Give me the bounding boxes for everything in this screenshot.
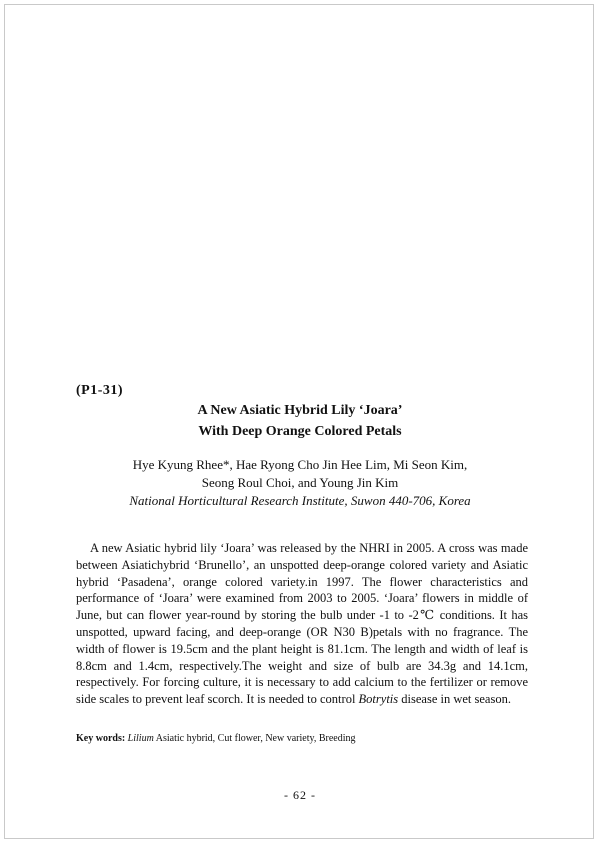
page-border [4,4,594,839]
keywords-list: Asiatic hybrid, Cut flower, New variety, Breeding [153,733,356,744]
keywords [76,733,355,744]
affiliation: National Horticultural Research Institute, Suwon 440-706, Korea [129,493,471,508]
abstract-text: A new Asiatic hybrid lily ‘Joara’ was released by the NHRI in 2005. A cross was made between Asiatichybrid ‘Brunello’, an unspotted deep-orange colored variety and Asiatic hybrid ‘Pasadena’, orange colored variety.in 1997. The flower characteristics and performance of ‘Joara’ were examined from 2003 to 2005. ‘Joara’ flowers in middle of June, but can flower year-round by storing the bulb under -1 to -2℃ conditions. It has unspotted, upward facing, and deep-orange (OR N30 B)petals with no fragrance. The width of flower is 19.5cm and the plant height is 81.1cm. The length and width of leaf is 8.8cm and 1.4cm, respectively.The weight and size of bulb are 34.3g and 14.1cm, respectively. For forcing culture, it is necessary to add calcium to the fertilizer or remove side scales to prevent leaf scorch. It is needed to control [76,541,528,707]
title-line-2: With Deep Orange Colored Petals [198,424,402,439]
abstract-genus: Botrytis [358,692,399,707]
authors-line-1: Hye Kyung Rhee*, Hae Ryong Cho Jin Hee Lim, Mi Seon Kim, [132,457,468,472]
poster-code: (P1-31) [76,383,124,398]
authors-line-2: Seong Roul Choi, and Young Jin Kim [201,475,399,490]
page-number: - 62 - [284,788,316,802]
abstract [76,540,528,708]
keywords-genus: Lilium [127,733,154,744]
keywords-label: Key words: [76,733,126,744]
title-line-1: A New Asiatic Hybrid Lily ‘Joara’ [197,403,403,418]
abstract-text-end: disease in wet season. [398,692,511,707]
